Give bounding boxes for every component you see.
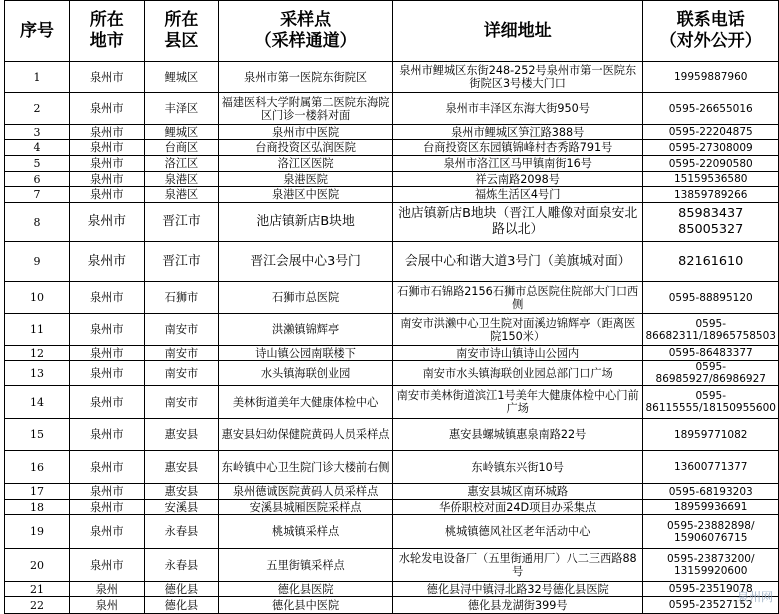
row-address: 东岭镇东兴街10号 <box>392 451 643 484</box>
row-phone: 13600771377 <box>643 451 779 484</box>
row-phone: 0595-68193203 <box>643 484 779 500</box>
row-site: 洛江区医院 <box>219 156 393 172</box>
row-county: 德化县 <box>144 582 219 597</box>
row-site: 东岭镇中心卫生院门诊大楼前右侧 <box>219 451 393 484</box>
row-site: 泉州市第一医院东街院区 <box>219 62 393 93</box>
row-county: 南安市 <box>144 386 219 419</box>
row-address: 会展中心和谐大道3号门（美旗城对面） <box>392 242 643 282</box>
row-site: 诗山镇公园南联楼下 <box>219 346 393 361</box>
row-phone: 82161610 <box>643 242 779 282</box>
header-index: 序号 <box>5 1 70 62</box>
row-index: 22 <box>5 597 70 614</box>
row-city: 泉州市 <box>69 62 144 93</box>
row-county: 鲤城区 <box>144 125 219 140</box>
table-row <box>5 242 779 282</box>
row-county: 丰泽区 <box>144 93 219 125</box>
row-address: 水轮发电设备厂（五里街通用厂）八二三西路88号 <box>392 549 643 582</box>
row-city: 泉州 <box>69 582 144 597</box>
row-phone: 0595- 86115555/18150955600 <box>643 386 779 419</box>
row-city: 泉州市 <box>69 93 144 125</box>
table-row <box>5 314 779 346</box>
row-county: 惠安县 <box>144 484 219 500</box>
row-county: 鲤城区 <box>144 62 219 93</box>
row-site: 洪濑镇锦辉亭 <box>219 314 393 346</box>
row-index: 11 <box>5 314 70 346</box>
row-county: 永春县 <box>144 515 219 549</box>
row-site: 德化县医院 <box>219 582 393 597</box>
row-address: 泉州市鲤城区东街248-252号泉州市第一医院东街院区3号楼大门口 <box>392 62 643 93</box>
row-city: 泉州市 <box>69 346 144 361</box>
header-phone: 联系电话 （对外公开） <box>643 1 779 62</box>
row-site: 五里街镇采样点 <box>219 549 393 582</box>
table-row <box>5 500 779 515</box>
row-site: 惠安县妇幼保健院黄码人员采样点 <box>219 419 393 451</box>
row-index: 1 <box>5 62 70 93</box>
header-row <box>5 1 779 62</box>
row-county: 泉港区 <box>144 172 219 187</box>
row-county: 晋江市 <box>144 203 219 242</box>
row-county: 南安市 <box>144 346 219 361</box>
row-index: 19 <box>5 515 70 549</box>
row-phone: 0595-23527152 <box>643 597 779 614</box>
row-index: 14 <box>5 386 70 419</box>
header-city: 所在 地市 <box>69 1 144 62</box>
row-phone: 0595-23873200/ 13159920600 <box>643 549 779 582</box>
row-city: 泉州 <box>69 597 144 614</box>
row-address: 祥云南路2098号 <box>392 172 643 187</box>
table-row <box>5 597 779 614</box>
row-phone: 13859789266 <box>643 187 779 203</box>
row-address: 台商投资区东园镇锦峰村杏秀路791号 <box>392 140 643 156</box>
table-row <box>5 62 779 93</box>
table-row <box>5 172 779 187</box>
row-address: 福炼生活区4号门 <box>392 187 643 203</box>
row-index: 4 <box>5 140 70 156</box>
row-phone: 0595-86985927/86986927 <box>643 361 779 386</box>
row-address: 德化县浔中镇浔北路32号德化县医院 <box>392 582 643 597</box>
table-row <box>5 549 779 582</box>
header-address: 详细地址 <box>392 1 643 62</box>
row-index: 16 <box>5 451 70 484</box>
row-county: 南安市 <box>144 314 219 346</box>
header-site: 采样点 （采样通道） <box>219 1 393 62</box>
row-site: 台商投资区弘润医院 <box>219 140 393 156</box>
table-row <box>5 361 779 386</box>
row-address: 华侨职校对面24D项目办采集点 <box>392 500 643 515</box>
row-county: 泉港区 <box>144 187 219 203</box>
row-county: 洛江区 <box>144 156 219 172</box>
table-row <box>5 386 779 419</box>
row-site: 安溪县城厢医院采样点 <box>219 500 393 515</box>
row-index: 2 <box>5 93 70 125</box>
row-phone: 0595-23519078 <box>643 582 779 597</box>
table-row <box>5 125 779 140</box>
header-county: 所在 县区 <box>144 1 219 62</box>
row-address: 惠安县螺城镇惠泉南路22号 <box>392 419 643 451</box>
table-row <box>5 515 779 549</box>
row-index: 6 <box>5 172 70 187</box>
row-city: 泉州市 <box>69 187 144 203</box>
table-row <box>5 140 779 156</box>
row-index: 21 <box>5 582 70 597</box>
table-row <box>5 346 779 361</box>
row-county: 晋江市 <box>144 242 219 282</box>
row-county: 永春县 <box>144 549 219 582</box>
row-index: 18 <box>5 500 70 515</box>
table-row <box>5 156 779 172</box>
row-address: 石狮市石锦路2156石狮市总医院住院部大门口西侧 <box>392 282 643 314</box>
row-county: 德化县 <box>144 597 219 614</box>
table-row <box>5 582 779 597</box>
row-site: 桃城镇采样点 <box>219 515 393 549</box>
row-address: 泉州市鲤城区笋江路388号 <box>392 125 643 140</box>
table-row <box>5 419 779 451</box>
row-phone: 0595-22090580 <box>643 156 779 172</box>
row-city: 泉州市 <box>69 242 144 282</box>
row-phone: 0595-23882898/ 15906076715 <box>643 515 779 549</box>
row-site: 泉港区中医院 <box>219 187 393 203</box>
row-index: 15 <box>5 419 70 451</box>
row-address: 池店镇新店B地块（晋江人雕像对面泉安北路以北） <box>392 203 643 242</box>
row-address: 南安市洪濑中心卫生院对面溪边锦辉亭（距离医院150米） <box>392 314 643 346</box>
row-city: 泉州市 <box>69 314 144 346</box>
row-phone: 0595-88895120 <box>643 282 779 314</box>
table-row <box>5 282 779 314</box>
row-index: 17 <box>5 484 70 500</box>
row-site: 泉州德诚医院黄码人员采样点 <box>219 484 393 500</box>
row-county: 惠安县 <box>144 451 219 484</box>
row-address: 桃城镇德风社区老年活动中心 <box>392 515 643 549</box>
row-address: 泉州市丰泽区东海大街950号 <box>392 93 643 125</box>
row-index: 13 <box>5 361 70 386</box>
row-index: 8 <box>5 203 70 242</box>
row-phone: 18959771082 <box>643 419 779 451</box>
row-site: 池店镇新店B块地 <box>219 203 393 242</box>
table-row <box>5 451 779 484</box>
row-phone: 0595-27308009 <box>643 140 779 156</box>
row-address: 南安市诗山镇诗山公园内 <box>392 346 643 361</box>
row-city: 泉州市 <box>69 140 144 156</box>
row-city: 泉州市 <box>69 282 144 314</box>
row-county: 安溪县 <box>144 500 219 515</box>
watermark-logo: 泉州网 <box>736 590 773 604</box>
row-index: 3 <box>5 125 70 140</box>
sampling-sites-table <box>4 0 779 614</box>
row-city: 泉州市 <box>69 156 144 172</box>
row-city: 泉州市 <box>69 451 144 484</box>
row-city: 泉州市 <box>69 125 144 140</box>
row-index: 9 <box>5 242 70 282</box>
row-site: 泉港医院 <box>219 172 393 187</box>
row-city: 泉州市 <box>69 419 144 451</box>
row-address: 南安市美林街道滨江1号美年大健康体检中心门前广场 <box>392 386 643 419</box>
row-county: 石狮市 <box>144 282 219 314</box>
row-phone: 19959887960 <box>643 62 779 93</box>
row-phone: 0595-86483377 <box>643 346 779 361</box>
table-row <box>5 93 779 125</box>
row-phone: 18959936691 <box>643 500 779 515</box>
table-row <box>5 203 779 242</box>
row-index: 7 <box>5 187 70 203</box>
row-county: 台商区 <box>144 140 219 156</box>
row-city: 泉州市 <box>69 484 144 500</box>
row-site: 石狮市总医院 <box>219 282 393 314</box>
row-city: 泉州市 <box>69 172 144 187</box>
row-site: 德化县中医院 <box>219 597 393 614</box>
row-phone: 0595-26655016 <box>643 93 779 125</box>
row-city: 泉州市 <box>69 515 144 549</box>
row-index: 20 <box>5 549 70 582</box>
row-city: 泉州市 <box>69 386 144 419</box>
row-index: 10 <box>5 282 70 314</box>
row-address: 德化县龙湖街399号 <box>392 597 643 614</box>
row-phone: 85983437 85005327 <box>643 203 779 242</box>
row-site: 晋江会展中心3号门 <box>219 242 393 282</box>
row-site: 美林街道美年大健康体检中心 <box>219 386 393 419</box>
row-city: 泉州市 <box>69 361 144 386</box>
row-site: 水头镇海联创业园 <box>219 361 393 386</box>
table-row <box>5 187 779 203</box>
row-phone: 0595- 86682311/18965758503 <box>643 314 779 346</box>
row-phone: 0595-22204875 <box>643 125 779 140</box>
row-phone: 15159536580 <box>643 172 779 187</box>
row-city: 泉州市 <box>69 203 144 242</box>
row-county: 南安市 <box>144 361 219 386</box>
row-address: 南安市水头镇海联创业园总部门口广场 <box>392 361 643 386</box>
row-index: 12 <box>5 346 70 361</box>
table-row <box>5 484 779 500</box>
row-address: 泉州市洛江区马甲镇南街16号 <box>392 156 643 172</box>
row-address: 惠安县城区南环城路 <box>392 484 643 500</box>
row-site: 泉州市中医院 <box>219 125 393 140</box>
row-city: 泉州市 <box>69 500 144 515</box>
row-city: 泉州市 <box>69 549 144 582</box>
row-site: 福建医科大学附属第二医院东海院区门诊一楼斜对面 <box>219 93 393 125</box>
row-county: 惠安县 <box>144 419 219 451</box>
row-index: 5 <box>5 156 70 172</box>
